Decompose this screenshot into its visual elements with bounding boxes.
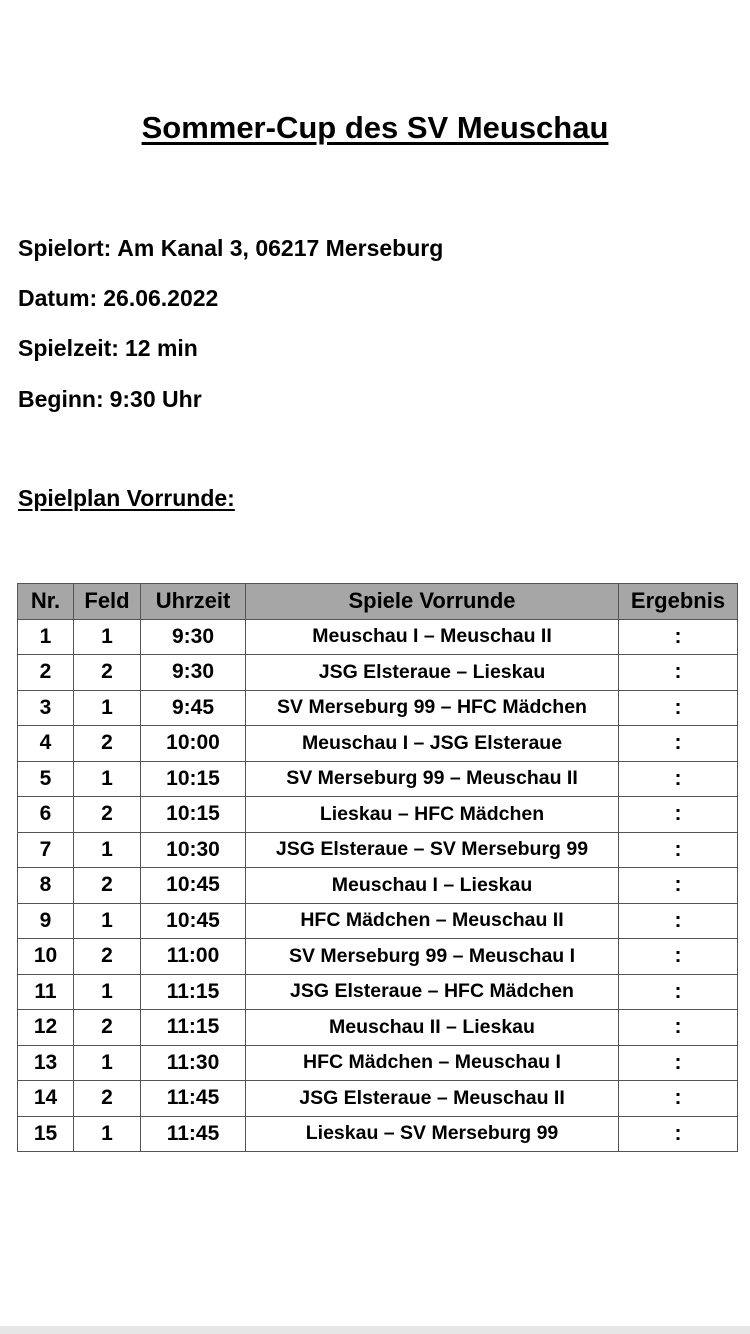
table-row bbox=[18, 797, 738, 833]
cell-feld: 1 bbox=[74, 1045, 141, 1081]
cell-uhrzeit: 11:45 bbox=[141, 1081, 246, 1117]
cell-feld: 2 bbox=[74, 1010, 141, 1046]
table-row bbox=[18, 903, 738, 939]
cell-uhrzeit: 9:45 bbox=[141, 690, 246, 726]
info-location-value: Am Kanal 3, 06217 Merseburg bbox=[117, 235, 444, 261]
schedule-table-header bbox=[18, 584, 738, 620]
cell-nr: 9 bbox=[18, 903, 74, 939]
cell-uhrzeit: 9:30 bbox=[141, 619, 246, 655]
cell-ergebnis: : bbox=[619, 939, 738, 975]
cell-spiel: Meuschau I – JSG Elsteraue bbox=[246, 726, 619, 762]
info-date bbox=[18, 285, 218, 312]
cell-nr: 11 bbox=[18, 974, 74, 1010]
table-row bbox=[18, 1081, 738, 1117]
table-row bbox=[18, 690, 738, 726]
cell-ergebnis: : bbox=[619, 619, 738, 655]
header-uhrzeit: Uhrzeit bbox=[141, 584, 246, 620]
cell-nr: 12 bbox=[18, 1010, 74, 1046]
cell-nr: 14 bbox=[18, 1081, 74, 1117]
info-start-value: 9:30 Uhr bbox=[109, 386, 202, 412]
bottom-bar bbox=[0, 1326, 750, 1334]
table-row bbox=[18, 655, 738, 691]
cell-ergebnis: : bbox=[619, 726, 738, 762]
table-row bbox=[18, 974, 738, 1010]
table-row bbox=[18, 726, 738, 762]
cell-spiel: JSG Elsteraue – HFC Mädchen bbox=[246, 974, 619, 1010]
cell-spiel: Meuschau I – Meuschau II bbox=[246, 619, 619, 655]
cell-nr: 10 bbox=[18, 939, 74, 975]
schedule-table bbox=[17, 583, 738, 1152]
cell-uhrzeit: 10:15 bbox=[141, 761, 246, 797]
cell-uhrzeit: 11:15 bbox=[141, 1010, 246, 1046]
info-date-label: Datum: bbox=[18, 285, 98, 311]
cell-nr: 6 bbox=[18, 797, 74, 833]
cell-spiel: Meuschau I – Lieskau bbox=[246, 868, 619, 904]
cell-uhrzeit: 11:15 bbox=[141, 974, 246, 1010]
header-nr: Nr. bbox=[18, 584, 74, 620]
cell-nr: 7 bbox=[18, 832, 74, 868]
cell-feld: 1 bbox=[74, 903, 141, 939]
cell-ergebnis: : bbox=[619, 1116, 738, 1152]
cell-nr: 8 bbox=[18, 868, 74, 904]
cell-spiel: JSG Elsteraue – Lieskau bbox=[246, 655, 619, 691]
cell-ergebnis: : bbox=[619, 761, 738, 797]
header-spiele: Spiele Vorrunde bbox=[246, 584, 619, 620]
cell-ergebnis: : bbox=[619, 655, 738, 691]
info-duration-label: Spielzeit: bbox=[18, 335, 119, 361]
cell-spiel: Meuschau II – Lieskau bbox=[246, 1010, 619, 1046]
cell-ergebnis: : bbox=[619, 868, 738, 904]
cell-nr: 5 bbox=[18, 761, 74, 797]
table-row bbox=[18, 1010, 738, 1046]
cell-feld: 1 bbox=[74, 619, 141, 655]
section-heading: Spielplan Vorrunde: bbox=[18, 485, 235, 511]
cell-spiel: JSG Elsteraue – Meuschau II bbox=[246, 1081, 619, 1117]
cell-uhrzeit: 11:45 bbox=[141, 1116, 246, 1152]
cell-nr: 1 bbox=[18, 619, 74, 655]
cell-uhrzeit: 11:00 bbox=[141, 939, 246, 975]
table-row bbox=[18, 619, 738, 655]
cell-feld: 2 bbox=[74, 939, 141, 975]
cell-feld: 2 bbox=[74, 797, 141, 833]
cell-nr: 15 bbox=[18, 1116, 74, 1152]
cell-spiel: HFC Mädchen – Meuschau II bbox=[246, 903, 619, 939]
cell-uhrzeit: 10:30 bbox=[141, 832, 246, 868]
table-row bbox=[18, 832, 738, 868]
cell-spiel: SV Merseburg 99 – Meuschau II bbox=[246, 761, 619, 797]
cell-ergebnis: : bbox=[619, 690, 738, 726]
cell-nr: 2 bbox=[18, 655, 74, 691]
table-row bbox=[18, 761, 738, 797]
cell-uhrzeit: 10:45 bbox=[141, 903, 246, 939]
cell-spiel: Lieskau – HFC Mädchen bbox=[246, 797, 619, 833]
cell-ergebnis: : bbox=[619, 1045, 738, 1081]
cell-uhrzeit: 10:45 bbox=[141, 868, 246, 904]
cell-feld: 1 bbox=[74, 832, 141, 868]
cell-spiel: SV Merseburg 99 – HFC Mädchen bbox=[246, 690, 619, 726]
info-duration bbox=[18, 335, 198, 362]
cell-ergebnis: : bbox=[619, 974, 738, 1010]
cell-uhrzeit: 11:30 bbox=[141, 1045, 246, 1081]
cell-nr: 3 bbox=[18, 690, 74, 726]
table-row bbox=[18, 1045, 738, 1081]
cell-nr: 13 bbox=[18, 1045, 74, 1081]
cell-feld: 2 bbox=[74, 726, 141, 762]
cell-spiel: SV Merseburg 99 – Meuschau I bbox=[246, 939, 619, 975]
table-row bbox=[18, 1116, 738, 1152]
cell-feld: 1 bbox=[74, 1116, 141, 1152]
cell-spiel: HFC Mädchen – Meuschau I bbox=[246, 1045, 619, 1081]
cell-feld: 1 bbox=[74, 761, 141, 797]
cell-ergebnis: : bbox=[619, 1081, 738, 1117]
cell-feld: 1 bbox=[74, 690, 141, 726]
cell-uhrzeit: 9:30 bbox=[141, 655, 246, 691]
cell-ergebnis: : bbox=[619, 797, 738, 833]
cell-ergebnis: : bbox=[619, 1010, 738, 1046]
header-ergebnis: Ergebnis bbox=[619, 584, 738, 620]
cell-ergebnis: : bbox=[619, 903, 738, 939]
info-start bbox=[18, 386, 202, 413]
info-location-label: Spielort: bbox=[18, 235, 112, 261]
cell-spiel: Lieskau – SV Merseburg 99 bbox=[246, 1116, 619, 1152]
cell-uhrzeit: 10:15 bbox=[141, 797, 246, 833]
info-start-label: Beginn: bbox=[18, 386, 104, 412]
cell-uhrzeit: 10:00 bbox=[141, 726, 246, 762]
info-location bbox=[18, 235, 443, 262]
page-title: Sommer-Cup des SV Meuschau bbox=[141, 110, 609, 145]
table-row bbox=[18, 939, 738, 975]
table-row bbox=[18, 868, 738, 904]
header-row bbox=[18, 584, 738, 620]
cell-spiel: JSG Elsteraue – SV Merseburg 99 bbox=[246, 832, 619, 868]
cell-feld: 2 bbox=[74, 1081, 141, 1117]
cell-ergebnis: : bbox=[619, 832, 738, 868]
header-feld: Feld bbox=[74, 584, 141, 620]
info-duration-value: 12 min bbox=[124, 335, 198, 361]
cell-feld: 1 bbox=[74, 974, 141, 1010]
cell-feld: 2 bbox=[74, 655, 141, 691]
cell-feld: 2 bbox=[74, 868, 141, 904]
info-date-value: 26.06.2022 bbox=[103, 285, 219, 311]
schedule-table-body bbox=[18, 619, 738, 1152]
cell-nr: 4 bbox=[18, 726, 74, 762]
